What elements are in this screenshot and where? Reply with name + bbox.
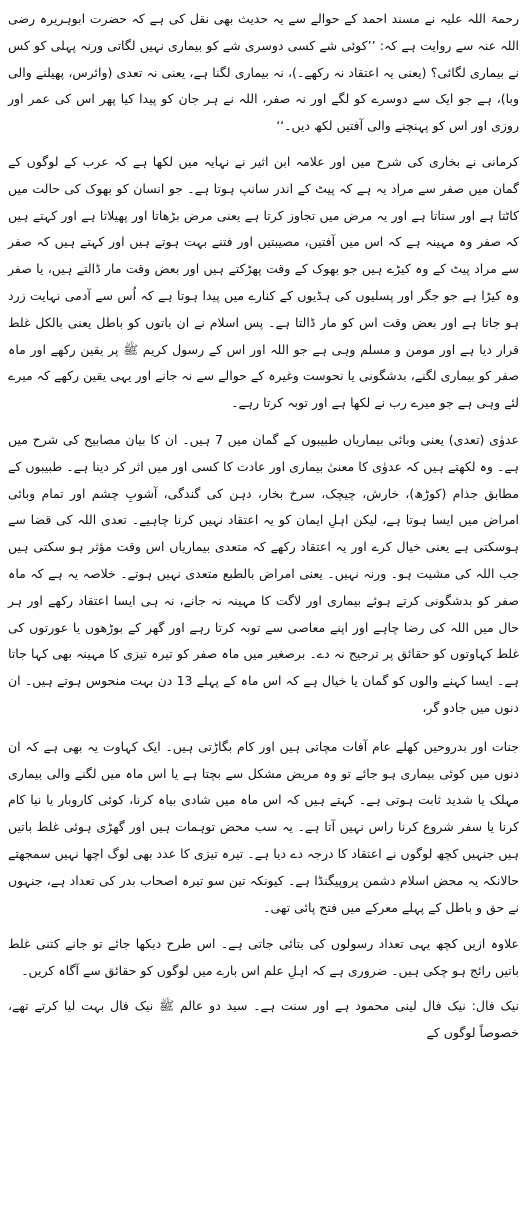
paragraph-safar-meaning: کرمانی نے بخاری کی شرح میں اور علامہ ابن اثیر نے نہایہ میں لکھا ہے کہ عرب کے لوگوں کے گمان میں صفر سے مراد یہ ہے کہ پیٹ کے اندر سانپ ہوتا ہے۔ جو انسان کو بھوک کی حالت میں کاٹتا ہے اور ستاتا ہے اور یہ مرض میں تجاوز کرتا ہے یعنی مرض بڑھاتا اور پھیلاتا ہے اور کہتے ہیں کہ صفر وہ مہینہ ہے کہ اس میں آفتیں، مصیبتیں اور فتنے بہت ہوتے ہیں اور کہتے ہیں کہ صفر سے مراد پیٹ کے وہ کیڑے ہیں جو بھوک کے وقت پھڑکتے ہیں اور بعض وقت مار ڈالتے ہیں، یا صفر وہ کیڑا ہے جو جگر اور پسلیوں کی ہڈیوں کے کنارے میں پیدا ہوتا ہے کہ اُس سے آدمی نہایت زرد ہو جاتا ہے اور بعض وقت اس کو مار ڈالتا ہے۔ پس اسلام نے ان باتوں کو باطل یعنی بالکل غلط قرار دیا ہے اور مومن و مسلم وہی ہے جو اللہ اور اس کے رسول کریم ﷺ پر یقین رکھے اور ماہ صفر کو بیماری لگنے، بدشگونی یا نحوست وغیرہ کے حوالے سے نہ جانے اور یہی یقین رکھے کہ میرے لئے وہی ہے جو میرے رب نے لکھا ہے اور توبہ کرتا رہے۔	[8, 153, 519, 411]
paragraph-superstitions: جنات اور بدروحیں کھلے عام آفات مچاتی ہیں اور کام بگاڑتی ہیں۔ ایک کہاوت یہ بھی ہے کہ ان دنوں میں کوئی بیماری ہو جائے تو وہ مریض مشکل سے بچتا ہے یا اس ماہ میں لگنے والی بیماری مہلک یا شدید ثابت ہوتی ہے۔ کہتے ہیں کہ اس ماہ میں شادی بیاہ کرنا، کوئی کاروبار یا نیا کام کرنا یا سفر شروع کرنا راس نہیں آتا ہے۔ یہ سب محض توہمات ہیں اور گھڑی ہوئی غلط باتیں ہیں جنہیں کچھ لوگوں نے اعتقاد کا درجہ دے دیا ہے۔ تیرہ تیزی کا عدد بھی لوگ اچھا نہیں سمجھتے حالانکہ یہ محض اسلام دشمن پروپیگنڈا ہے۔ کیونکہ تین سو تیرہ اصحاب بدر کی تعداد ہے، جنہوں نے حق و باطل کے پہلے معرکے میں فتح پائی تھی۔	[8, 738, 519, 915]
paragraph-contagion: عدوٰی (تعدی) یعنی وبائی بیماریاں طبیبوں کے گمان میں 7 ہیں۔ ان کا بیان مصابیح کی شرح میں ہے۔ وہ لکھتے ہیں کہ عدوٰی کا معنیٰ بیماری اور عادت کا کسی اور میں اثر کر دینا ہے۔ طبیبوں کے مطابق جذام (کوڑھ)، خارش، چیچک، سرخ بخار، دہن کی گندگی، آشوبِ چشم اور تمام وبائی امراض میں ایسا ہوتا ہے، لیکن اہلِ ایمان کو یہ اعتقاد نہیں کرنا چاہیے۔ تعدی اللہ کی قضا سے ہوسکتی ہے یعنی خیال کرے اور یہ اعتقاد رکھے کہ متعدی بیماریاں اس وقت مؤثر ہو سکتی ہیں جب اللہ کی مشیت ہو۔ ورنہ نہیں۔ یعنی امراض بالطبع متعدی نہیں ہوتے۔ خلاصہ یہ ہے کہ ماہ صفر کو بدشگونی کرتے ہوئے بیماری اور لاگت کا مہینہ نہ جانے، نہ ہی ایسا اعتقاد رکھے اور ہر حال میں اللہ کی رضا چاہے اور اپنے معاصی سے توبہ کرتا رہے اور گھر کے بوڑھوں یا عورتوں کی غلط کہاوتوں کو حقائق پر ترجیح نہ دے۔ برصغیر میں ماہ صفر کو تیرہ تیزی کا مہینہ بھی کہا جاتا ہے۔ ایسا کہنے والوں کو گمان یا خیال ہے کہ اس ماہ کے پہلے 13 دن بہت منحوس ہوتے ہیں۔ ان دنوں میں جادو گر،	[8, 431, 519, 715]
paragraph-hadith-quote: رحمۃ اللہ علیہ نے مسند احمد کے حوالے سے یہ حدیث بھی نقل کی ہے کہ حضرت ابوہریرہ رضی اللہ عنہ سے روایت ہے کہ: ’’کوئی شے کسی دوسری شے کو بیماری نہیں لگاتی ورنہ پہلی کو کس نے بیماری لگائی؟ (یعنی یہ اعتقاد نہ رکھے۔)، نہ بیماری لگنا ہے، یعنی نہ تعدی (وائرس، پھیلنے والی وبا)، ہے جو ایک سے دوسرے کو لگے اور نہ صفر، اللہ نے ہر جان کو پیدا کیا پھر اس کی عمر اور روزی اور اس کو پہنچنے والی آفتیں لکھ دیں۔‘‘	[8, 11, 519, 134]
paragraph-conclusion: علاوہ ازیں کچھ یہی تعداد رسولوں کی بتائی جاتی ہے۔ اس طرح دیکھا جائے تو جانے کتنی غلط باتیں رائج ہو چکی ہیں۔ ضروری ہے کہ اہلِ علم اس بارے میں لوگوں کو حقائق سے آگاہ کریں۔	[8, 936, 519, 979]
paragraph-good-omen: نیک فال: نیک فال لینی محمود ہے اور سنت ہے۔ سید دو عالم ﷺ نیک فال بہت لیا کرتے تھے، خصوصاً لوگوں کے	[8, 997, 519, 1040]
